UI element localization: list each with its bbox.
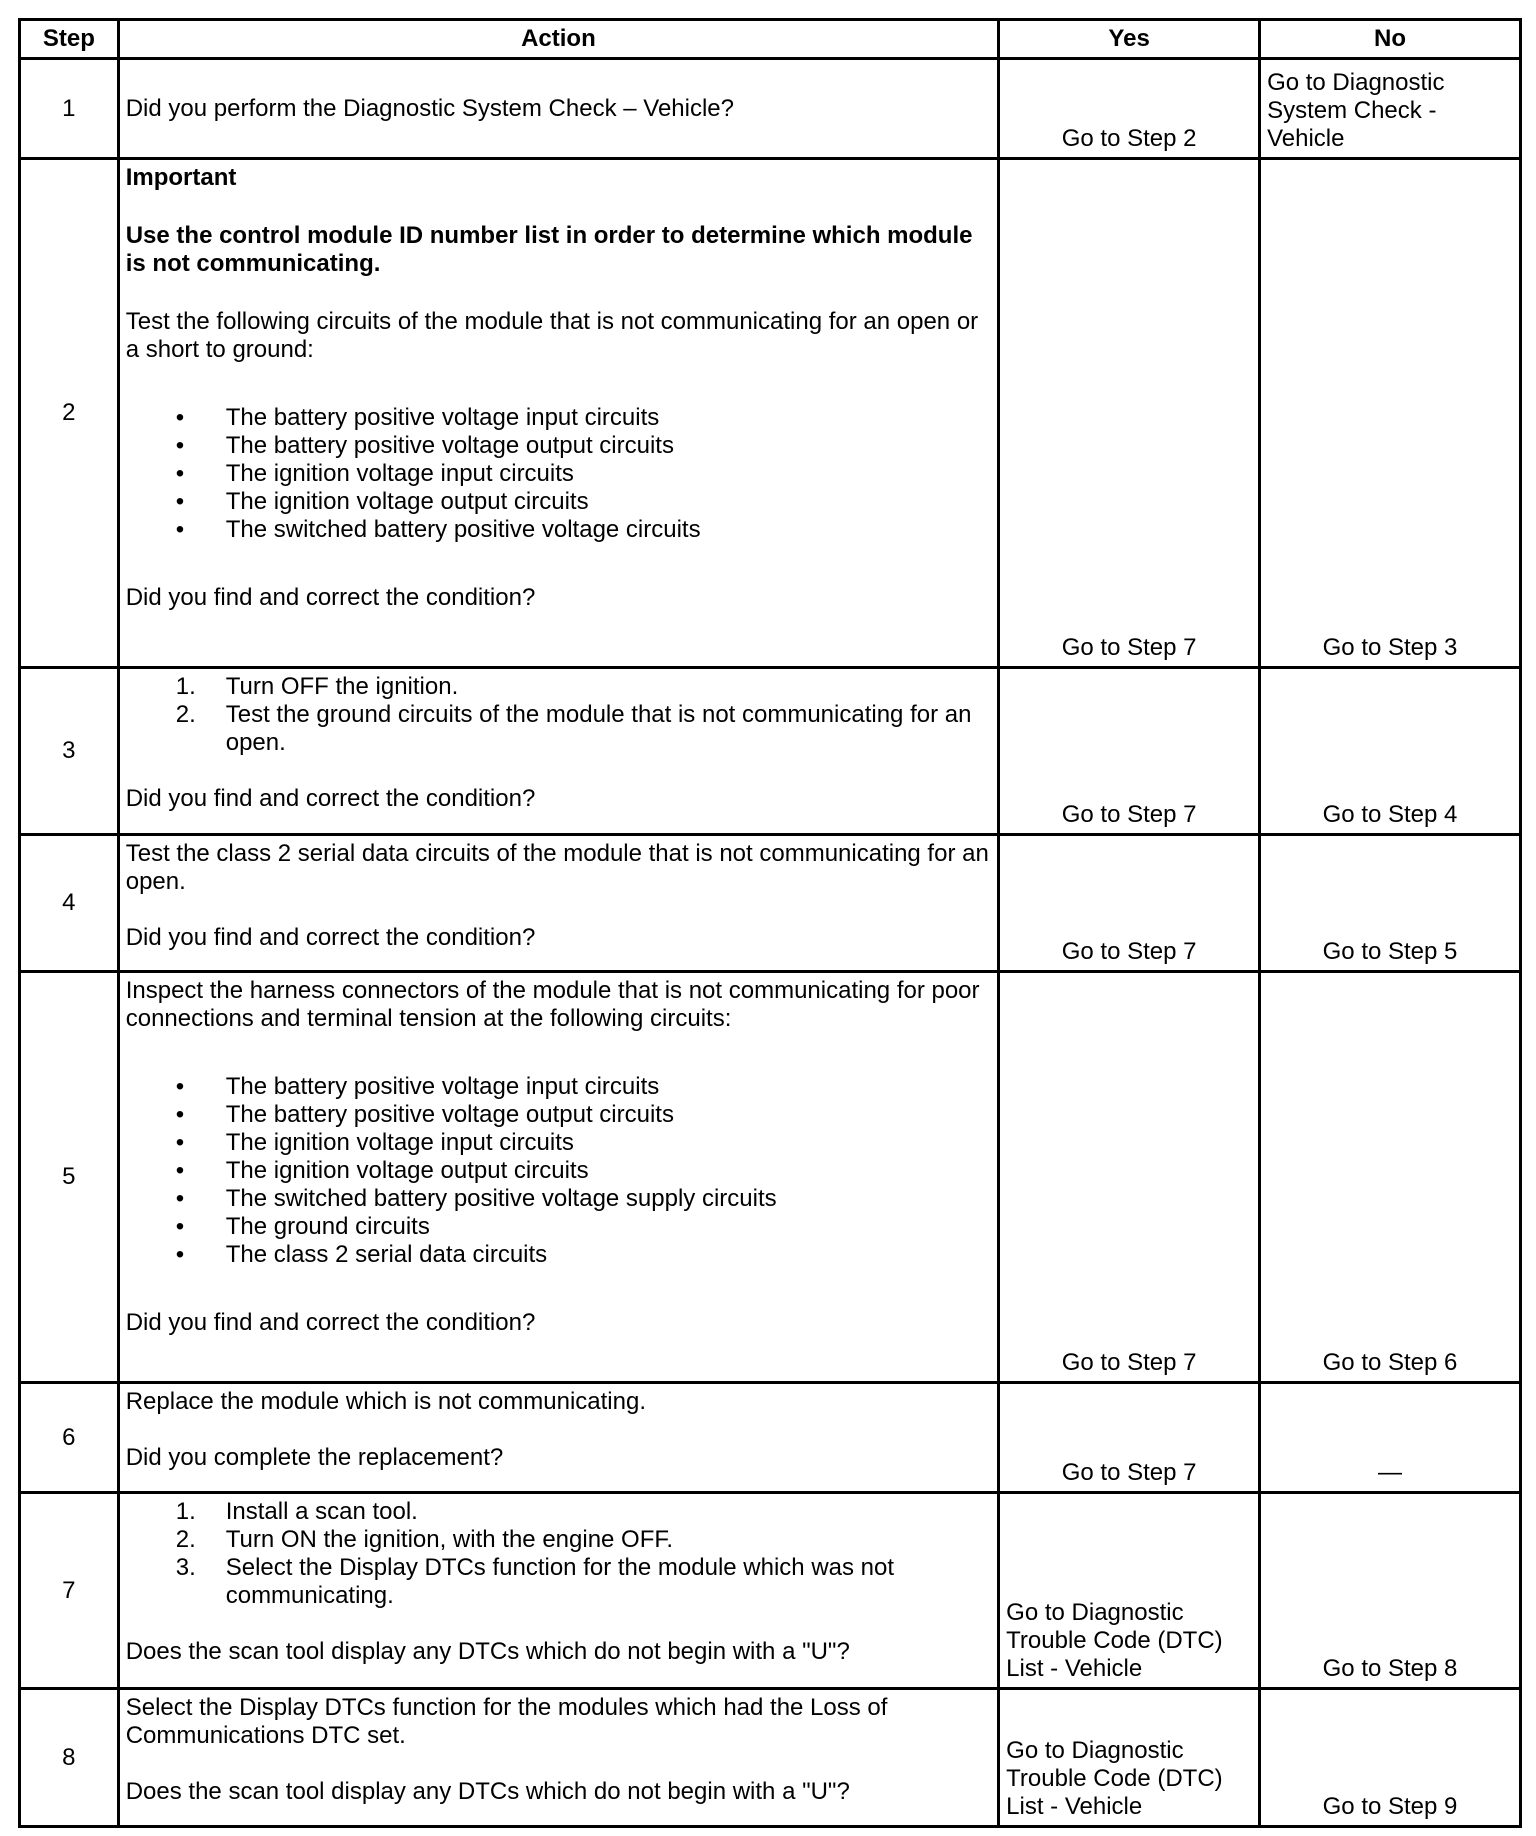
no-cell [1260,1689,1521,1827]
list-item: • The ignition voltage input circuits [126,460,993,488]
yes-result: Go to Step 7 [1061,938,1197,965]
action-question: Does the scan tool display any DTCs which do not begin with a "U"? [125,1638,850,1665]
yes-cell [999,668,1260,835]
action-question: Did you find and correct the condition? [125,584,536,611]
table-row [20,59,1521,159]
no-cell [1260,1493,1521,1689]
action-question: Did you find and correct the condition? [125,785,536,812]
step-number: 5 [20,972,119,1383]
list-item: • The class 2 serial data circuits [126,1241,993,1269]
header-yes: Yes [999,20,1260,59]
action-question: Did you perform the Diagnostic System Check – Vehicle? [125,94,735,122]
list-item: 1. Install a scan tool. [175,1498,418,1525]
list-item: • The battery positive voltage output circuits [126,1101,993,1129]
no-result: Go to Step 8 [1322,1655,1458,1682]
table-row [20,1383,1521,1493]
procedure-list [126,673,993,757]
action-question: Does the scan tool display any DTCs which do not begin with a "U"? [125,1778,850,1805]
action-cell [118,835,998,972]
yes-result: Go to Step 7 [1061,801,1197,828]
list-item: • The ground circuits [126,1213,993,1241]
action-intro: Replace the module which is not communicating. [125,1388,646,1415]
action-cell [118,972,998,1383]
table-row [20,972,1521,1383]
yes-result: Go to Step 7 [1061,1459,1197,1486]
no-result: Go to Step 9 [1322,1793,1458,1820]
no-cell [1260,159,1521,668]
list-item: 2. Test the ground circuits of the module that is not communicating for an open. [175,701,972,756]
step-number: 3 [20,668,119,835]
header-step: Step [20,20,119,59]
action-cell [118,1383,998,1493]
header-no: No [1260,20,1521,59]
yes-cell [999,1493,1260,1689]
action-cell [118,159,998,668]
action-cell [118,668,998,835]
yes-result: Go to Step 7 [1061,634,1197,661]
table-row [20,835,1521,972]
list-item: • The switched battery positive voltage circuits [126,516,993,544]
list-item: • The battery positive voltage input circuits [126,1073,993,1101]
list-item: • The switched battery positive voltage supply circuits [126,1185,993,1213]
no-result: Go to Step 4 [1322,801,1458,828]
list-item: 3. Select the Display DTCs function for the module which was not communicating. [175,1554,895,1609]
list-item: 1. Turn OFF the ignition. [175,673,459,700]
no-cell [1260,972,1521,1383]
yes-result: Go to Diagnostic Trouble Code (DTC) List - Vehicle [1006,1599,1223,1682]
circuit-list [126,1073,993,1269]
procedure-list [126,1498,993,1610]
list-item: • The battery positive voltage input circuits [126,404,993,432]
step-number: 6 [20,1383,119,1493]
list-item: • The ignition voltage output circuits [126,488,993,516]
no-cell [1260,1383,1521,1493]
no-result: Go to Diagnostic System Check - Vehicle [1267,69,1445,152]
table-row [20,1689,1521,1827]
diagnostic-table [18,18,1522,1828]
no-cell [1260,835,1521,972]
action-intro: Select the Display DTCs function for the modules which had the Loss of Communications DTC set. [125,1694,888,1749]
list-item: • The battery positive voltage output circuits [126,432,993,460]
table-row [20,668,1521,835]
step-number: 1 [20,59,119,159]
yes-cell [999,159,1260,668]
yes-result: Go to Step 7 [1061,1349,1197,1376]
list-item: • The ignition voltage input circuits [126,1129,993,1157]
step-number: 4 [20,835,119,972]
action-question: Did you find and correct the condition? [125,1309,536,1336]
circuit-list [126,404,993,544]
important-note: Use the control module ID number list in order to determine which module is not communicating. [125,222,973,277]
table-row [20,159,1521,668]
no-result: Go to Step 6 [1322,1349,1458,1376]
no-cell [1260,668,1521,835]
step-number: 8 [20,1689,119,1827]
action-intro: Test the following circuits of the module that is not communicating for an open or a short to ground: [125,308,979,363]
action-intro: Inspect the harness connectors of the module that is not communicating for poor connections and terminal tension at the following circuits: [125,977,980,1032]
action-cell [118,1689,998,1827]
no-result: Go to Step 5 [1322,938,1458,965]
list-item: 2. Turn ON the ignition, with the engine OFF. [175,1526,674,1553]
yes-cell [999,1383,1260,1493]
yes-cell [999,1689,1260,1827]
step-number: 2 [20,159,119,668]
list-item: • The ignition voltage output circuits [126,1157,993,1185]
important-label: Important [125,164,237,191]
header-action: Action [118,20,998,59]
yes-cell [999,835,1260,972]
yes-result: Go to Step 2 [1061,125,1197,152]
yes-cell [999,972,1260,1383]
action-question: Did you complete the replacement? [125,1444,504,1471]
step-number: 7 [20,1493,119,1689]
no-cell [1260,59,1521,159]
action-intro: Test the class 2 serial data circuits of the module that is not communicating for an open. [125,840,989,895]
yes-result: Go to Diagnostic Trouble Code (DTC) List - Vehicle [1006,1737,1223,1820]
yes-cell [999,59,1260,159]
no-result: Go to Step 3 [1322,634,1458,661]
action-cell [118,1493,998,1689]
no-result: — [1378,1459,1403,1486]
header-row [20,20,1521,59]
action-question: Did you find and correct the condition? [125,924,536,951]
action-cell [118,59,998,159]
table-row [20,1493,1521,1689]
